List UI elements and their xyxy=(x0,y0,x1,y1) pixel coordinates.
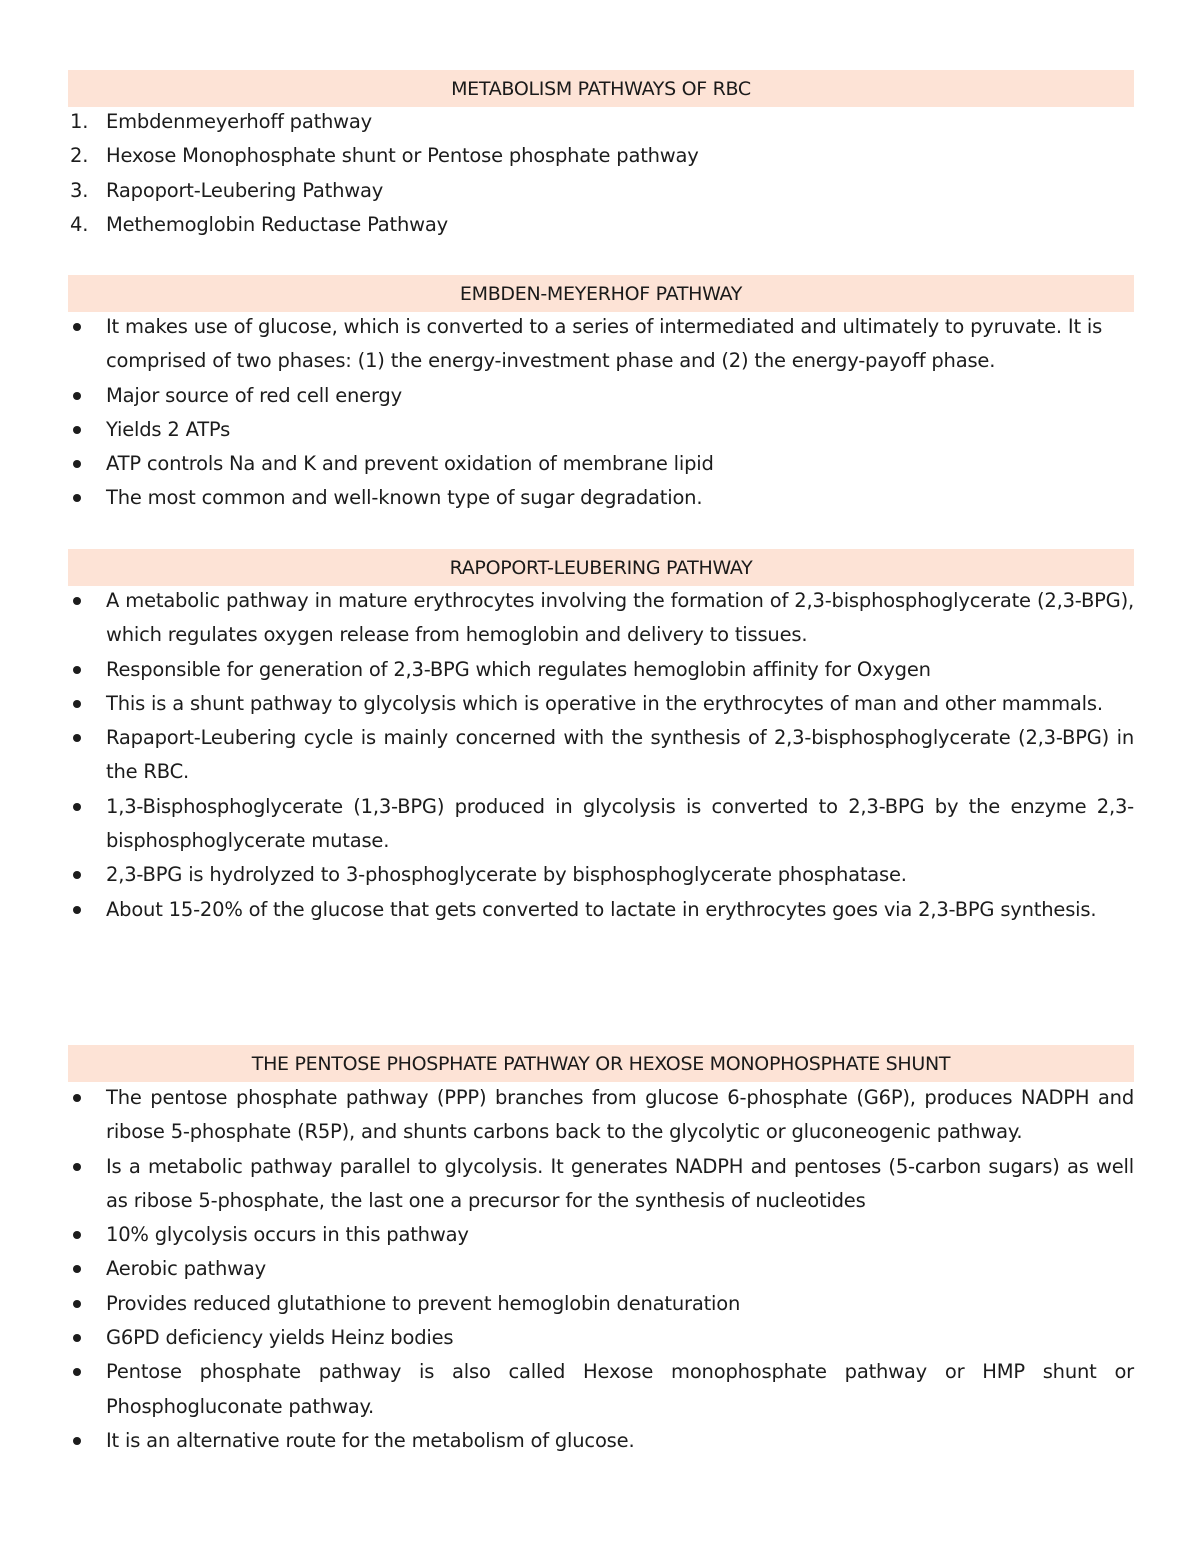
list-item-text: ATP controls Na and K and prevent oxidation of membrane lipid xyxy=(106,452,714,476)
list-item xyxy=(68,1321,1134,1355)
list-number: 4. xyxy=(70,212,89,236)
list-item-text: G6PD deficiency yields Heinz bodies xyxy=(106,1326,454,1350)
bullet-icon xyxy=(73,1300,81,1308)
list-item-text: It is an alternative route for the metabolism of glucose. xyxy=(106,1428,635,1452)
bullet-icon xyxy=(73,494,81,502)
bullet-icon xyxy=(73,323,81,331)
list-item xyxy=(68,139,1134,173)
bullet-icon xyxy=(73,871,81,879)
list-item xyxy=(68,174,1134,208)
list-item xyxy=(68,1081,1134,1150)
list-item-text: It makes use of glucose, which is converted to a series of intermediated and ultimately to pyruvate. It is comprised of two phases: (1) the energy-investment phase and (2) the energy-payoff phase. xyxy=(106,315,1103,373)
bullet-icon xyxy=(73,734,81,742)
bullet-icon xyxy=(73,1437,81,1445)
section-heading-pentose-phosphate: THE PENTOSE PHOSPHATE PATHWAY OR HEXOSE MONOPHOSPHATE SHUNT xyxy=(68,1045,1134,1082)
section-heading-metabolism-pathways: METABOLISM PATHWAYS OF RBC xyxy=(68,70,1134,107)
section-heading-embden-meyerhof: EMBDEN-MEYERHOF PATHWAY xyxy=(68,275,1134,312)
list-item-text: Rapoport-Leubering Pathway xyxy=(106,178,384,202)
bullet-list-rapoport-leubering xyxy=(68,584,1134,927)
list-item xyxy=(68,1150,1134,1219)
list-item xyxy=(68,584,1134,653)
bullet-icon xyxy=(73,906,81,914)
bullet-icon xyxy=(73,700,81,708)
bullet-icon xyxy=(73,666,81,674)
list-item xyxy=(68,310,1134,379)
list-item xyxy=(68,893,1134,927)
list-item-text: 2,3-BPG is hydrolyzed to 3-phosphoglycerate by bisphosphoglycerate phosphatase. xyxy=(106,863,907,887)
list-item-text: Hexose Monophosphate shunt or Pentose phosphate pathway xyxy=(106,144,699,168)
list-item-text: Major source of red cell energy xyxy=(106,383,402,407)
bullet-icon xyxy=(73,1231,81,1239)
list-item-text: 1,3-Bisphosphoglycerate (1,3-BPG) produced in glycolysis is converted to 2,3-BPG by the enzyme 2,3-bisphosphoglycerate mutase. xyxy=(106,794,1134,853)
list-item-text: 10% glycolysis occurs in this pathway xyxy=(106,1223,469,1247)
list-item xyxy=(68,379,1134,413)
list-number: 2. xyxy=(70,144,89,168)
list-item-text: About 15-20% of the glucose that gets converted to lactate in erythrocytes goes via 2,3-BPG synthesis. xyxy=(106,897,1097,921)
list-item xyxy=(68,1218,1134,1252)
bullet-icon xyxy=(73,1368,81,1376)
list-item xyxy=(68,1252,1134,1286)
list-item xyxy=(68,413,1134,447)
section-heading-rapoport-leubering: RAPOPORT-LEUBERING PATHWAY xyxy=(68,549,1134,586)
list-item xyxy=(68,447,1134,481)
bullet-icon xyxy=(73,460,81,468)
list-item xyxy=(68,858,1134,892)
bullet-icon xyxy=(73,597,81,605)
bullet-icon xyxy=(73,1265,81,1273)
list-item-text: This is a shunt pathway to glycolysis which is operative in the erythrocytes of man and other mammals. xyxy=(106,691,1103,715)
list-item xyxy=(68,105,1134,139)
bullet-icon xyxy=(73,1334,81,1342)
list-item-text: A metabolic pathway in mature erythrocytes involving the formation of 2,3-bisphosphoglycerate (2,3-BPG), which regulates oxygen release from hemoglobin and delivery to tissues. xyxy=(106,589,1134,647)
list-item xyxy=(68,1424,1134,1458)
bullet-icon xyxy=(73,426,81,434)
list-number: 3. xyxy=(70,178,89,202)
list-item xyxy=(68,653,1134,687)
bullet-list-pentose-phosphate xyxy=(68,1081,1134,1458)
list-item xyxy=(68,481,1134,515)
list-item xyxy=(68,1355,1134,1424)
list-item-text: Is a metabolic pathway parallel to glycolysis. It generates NADPH and pentoses (5-carbon sugars) as well as ribose 5-phosphate, the last one a precursor for the synthesis of nucleotides xyxy=(106,1154,1134,1212)
list-item xyxy=(68,208,1134,242)
list-item-text: Rapaport-Leubering cycle is mainly concerned with the synthesis of 2,3-bisphosphoglycerate (2,3-BPG) in the RBC. xyxy=(106,726,1134,784)
list-item-text: Provides reduced glutathione to prevent hemoglobin denaturation xyxy=(106,1291,741,1315)
bullet-icon xyxy=(73,1163,81,1171)
list-item xyxy=(68,790,1134,859)
bullet-icon xyxy=(73,1094,81,1102)
list-item xyxy=(68,1287,1134,1321)
list-item-text: Pentose phosphate pathway is also called Hexose monophosphate pathway or HMP shunt or Phosphogluconate pathway. xyxy=(106,1360,1134,1418)
list-item-text: Methemoglobin Reductase Pathway xyxy=(106,212,448,236)
list-item-text: Yields 2 ATPs xyxy=(106,417,231,441)
list-item xyxy=(68,721,1134,790)
list-item-text: The most common and well-known type of sugar degradation. xyxy=(106,486,703,510)
list-item-text: Embdenmeyerhoff pathway xyxy=(106,110,373,133)
list-item-text: Aerobic pathway xyxy=(106,1257,266,1281)
bullet-icon xyxy=(73,803,81,811)
bullet-icon xyxy=(73,392,81,400)
bullet-list-embden-meyerhof xyxy=(68,310,1134,516)
list-item-text: The pentose phosphate pathway (PPP) branches from glucose 6-phosphate (G6P), produces NADPH and ribose 5-phosphate (R5P), and shunts carbons back to the glycolytic or gluconeogenic pathway. xyxy=(106,1086,1134,1144)
list-number: 1. xyxy=(70,110,89,133)
numbered-list-pathways xyxy=(68,105,1134,242)
list-item-text: Responsible for generation of 2,3-BPG which regulates hemoglobin affinity for Oxygen xyxy=(106,657,931,681)
list-item xyxy=(68,687,1134,721)
